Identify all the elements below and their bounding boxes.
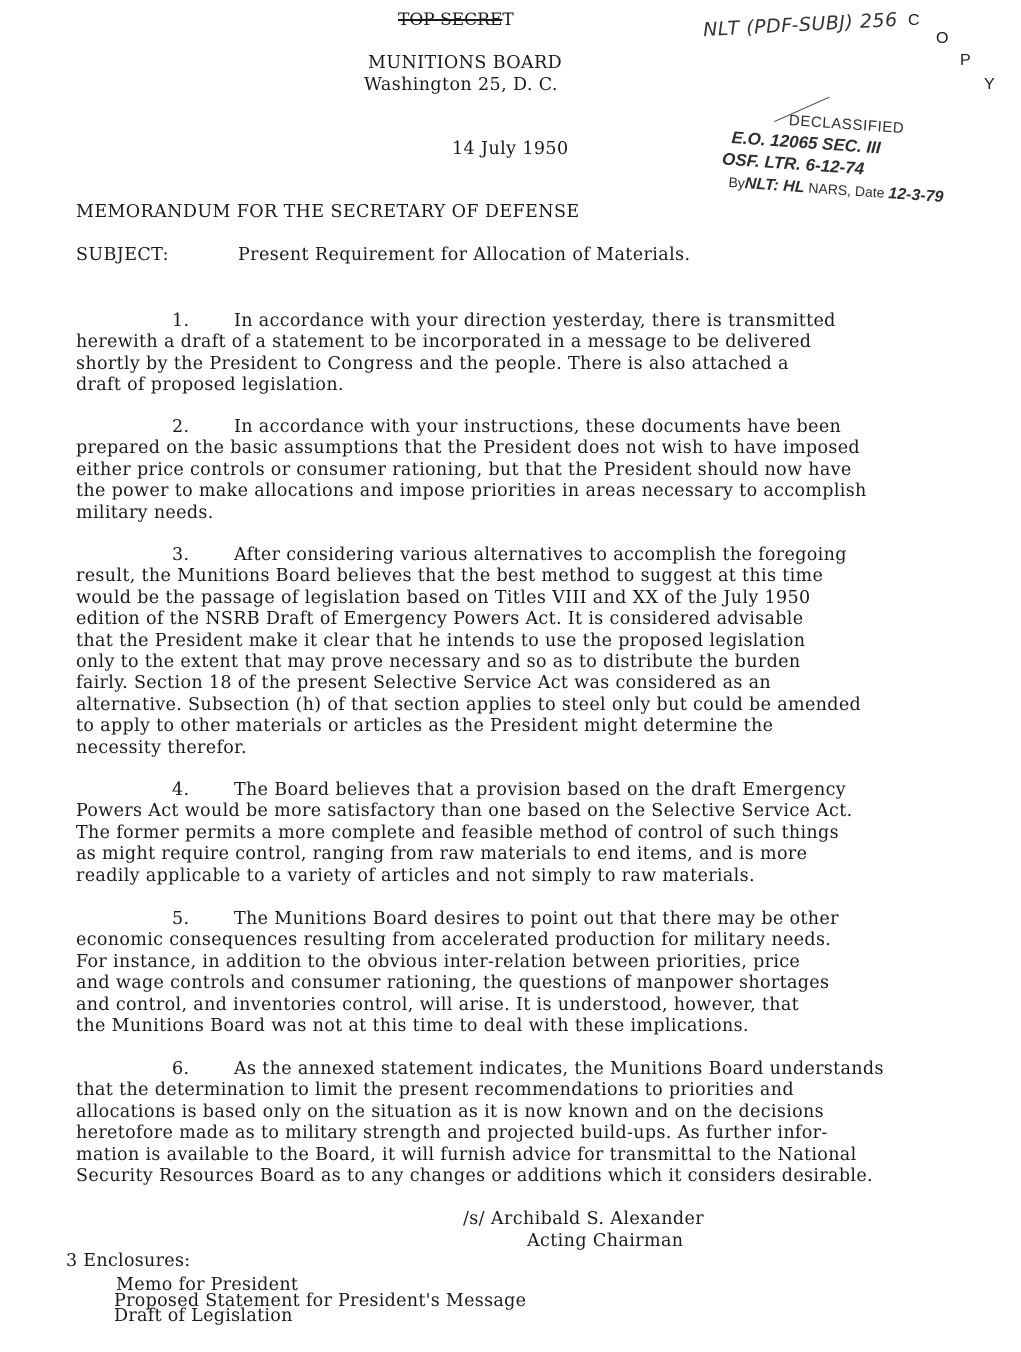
paragraph-line: and wage controls and consumer rationing, the questions of manpower shortages bbox=[76, 973, 830, 994]
classification-struck: TOP SECRE bbox=[398, 10, 503, 30]
paragraph-line: draft of proposed legislation. bbox=[76, 375, 344, 396]
declassified-stamp bbox=[721, 104, 977, 215]
copy-letter-p: P bbox=[960, 52, 971, 69]
paragraph-line: economic consequences resulting from accelerated production for military needs. bbox=[76, 930, 832, 951]
paragraph-line bbox=[76, 417, 1008, 438]
paragraph-line-text: The Board believes that a provision based on the draft Emergency bbox=[234, 780, 846, 800]
paragraph-line: shortly by the President to Congress and the people. There is also attached a bbox=[76, 353, 789, 374]
paragraph-2 bbox=[76, 417, 1008, 524]
stamp-line-2: OSF. LTR. 6-12-74 bbox=[721, 149, 865, 179]
classification-tail: T bbox=[502, 10, 514, 30]
paragraph-line: The former permits a more complete and feasible method of control of such things bbox=[76, 822, 839, 843]
memo-date: 14 July 1950 bbox=[452, 139, 569, 159]
board-name: MUNITIONS BOARD bbox=[368, 53, 563, 73]
board-address: Washington 25, D. C. bbox=[364, 75, 558, 95]
enclosure-item: Draft of Legislation bbox=[114, 1306, 293, 1326]
paragraph-line-text: After considering various alternatives to accomplish the foregoing bbox=[234, 545, 847, 565]
paragraph-line: as might require control, ranging from raw materials to end items, and is more bbox=[76, 844, 808, 865]
stamp-initials: NLT: HL bbox=[744, 175, 806, 197]
paragraph-line: would be the passage of legislation based on Titles VIII and XX of the July 1950 bbox=[76, 587, 811, 608]
paragraph-line: heretofore made as to military strength and projected build-ups. As further infor- bbox=[76, 1123, 828, 1144]
paragraph-3 bbox=[76, 545, 1008, 759]
copy-letter-c: C bbox=[908, 12, 920, 29]
paragraph-line bbox=[76, 780, 1008, 801]
subject-text: Present Requirement for Allocation of Materials. bbox=[238, 245, 691, 265]
paragraph-number: 5. bbox=[172, 909, 190, 929]
paragraph-6 bbox=[76, 1059, 1008, 1187]
enclosure-item: Proposed Statement for President's Message bbox=[114, 1291, 527, 1311]
paragraph-line: result, the Munitions Board believes that the best method to suggest at this time bbox=[76, 566, 824, 587]
paragraph-number: 6. bbox=[172, 1059, 190, 1079]
paragraph-line-text: As the annexed statement indicates, the Munitions Board understands bbox=[234, 1059, 884, 1079]
classification-marking bbox=[398, 10, 514, 30]
paragraph-line-text: The Munitions Board desires to point out that there may be other bbox=[234, 909, 839, 929]
paragraph-number: 3. bbox=[172, 545, 190, 565]
paragraph-line: that the President make it clear that he intends to use the proposed legislation bbox=[76, 630, 806, 651]
paragraph-1 bbox=[76, 311, 1008, 397]
paragraph-line: For instance, in addition to the obvious inter-relation between priorities, price bbox=[76, 951, 801, 972]
enclosures-label: 3 Enclosures: bbox=[66, 1251, 191, 1271]
stamp-by: By bbox=[727, 173, 746, 192]
stamp-nars-date-label: NARS, Date bbox=[807, 179, 886, 201]
paragraph-number: 1. bbox=[172, 311, 190, 331]
paragraph-line bbox=[76, 909, 1008, 930]
paragraph-5 bbox=[76, 909, 1008, 1037]
paragraph-4 bbox=[76, 780, 1008, 887]
paragraph-line: readily applicable to a variety of articles and not simply to raw materials. bbox=[76, 865, 755, 886]
paragraph-line: prepared on the basic assumptions that the President does not wish to have imposed bbox=[76, 438, 860, 459]
paragraph-line: Powers Act would be more satisfactory than one based on the Selective Service Act. bbox=[76, 801, 853, 822]
paragraph-line: edition of the NSRB Draft of Emergency Powers Act. It is considered advisable bbox=[76, 609, 804, 630]
paragraph-line: that the determination to limit the present recommendations to priorities and bbox=[76, 1080, 794, 1101]
signature-name: /s/ Archibald S. Alexander bbox=[463, 1209, 704, 1229]
paragraph-line bbox=[76, 545, 1008, 566]
paragraph-line: alternative. Subsection (h) of that section applies to steel only but could be amended bbox=[76, 694, 862, 715]
paragraph-line: military needs. bbox=[76, 502, 214, 523]
paragraph-number: 2. bbox=[172, 417, 190, 437]
handwritten-reference: NLT (PDF-SUBJ) 256 bbox=[702, 8, 899, 42]
paragraph-line: mation is available to the Board, it will furnish advice for transmittal to the National bbox=[76, 1144, 857, 1165]
paragraph-line: allocations is based only on the situation as it is now known and on the decisions bbox=[76, 1101, 824, 1122]
copy-letter-o: O bbox=[936, 30, 949, 47]
stamp-line-3 bbox=[728, 174, 944, 207]
paragraph-line: to apply to other materials or articles as the President might determine the bbox=[76, 716, 774, 737]
paragraph-line-text: In accordance with your direction yesterday, there is transmitted bbox=[234, 311, 836, 331]
paragraph-line bbox=[76, 311, 1008, 332]
paragraph-line: the power to make allocations and impose priorities in areas necessary to accomplish bbox=[76, 481, 867, 502]
stamp-line-1: E.O. 12065 SEC. III bbox=[730, 128, 882, 158]
subject-label: SUBJECT: bbox=[76, 245, 169, 265]
paragraph-line: and control, and inventories control, will arise. It is understood, however, that bbox=[76, 994, 800, 1015]
copy-letter-y: Y bbox=[984, 76, 995, 93]
paragraph-line-text: In accordance with your instructions, these documents have been bbox=[234, 417, 842, 437]
paragraph-line: herewith a draft of a statement to be incorporated in a message to be delivered bbox=[76, 332, 812, 353]
stamp-title: DECLASSIFIED bbox=[788, 112, 905, 138]
paragraph-line: either price controls or consumer rationing, but that the President should now have bbox=[76, 459, 852, 480]
stamp-date: 12-3-79 bbox=[887, 185, 944, 206]
paragraph-line: the Munitions Board was not at this time to deal with these implications. bbox=[76, 1016, 749, 1037]
signature-title: Acting Chairman bbox=[527, 1231, 684, 1251]
paragraph-line: Security Resources Board as to any changes or additions which it considers desirable. bbox=[76, 1166, 873, 1187]
paragraph-line: only to the extent that may prove necessary and so as to distribute the burden bbox=[76, 652, 801, 673]
paragraph-number: 4. bbox=[172, 780, 190, 800]
enclosure-item: Memo for President bbox=[116, 1275, 299, 1295]
memo-recipient: MEMORANDUM FOR THE SECRETARY OF DEFENSE bbox=[76, 202, 580, 222]
paragraph-line: necessity therefor. bbox=[76, 737, 247, 758]
paragraph-line bbox=[76, 1059, 1008, 1080]
paragraph-line: fairly. Section 18 of the present Selective Service Act was considered as an bbox=[76, 673, 772, 694]
